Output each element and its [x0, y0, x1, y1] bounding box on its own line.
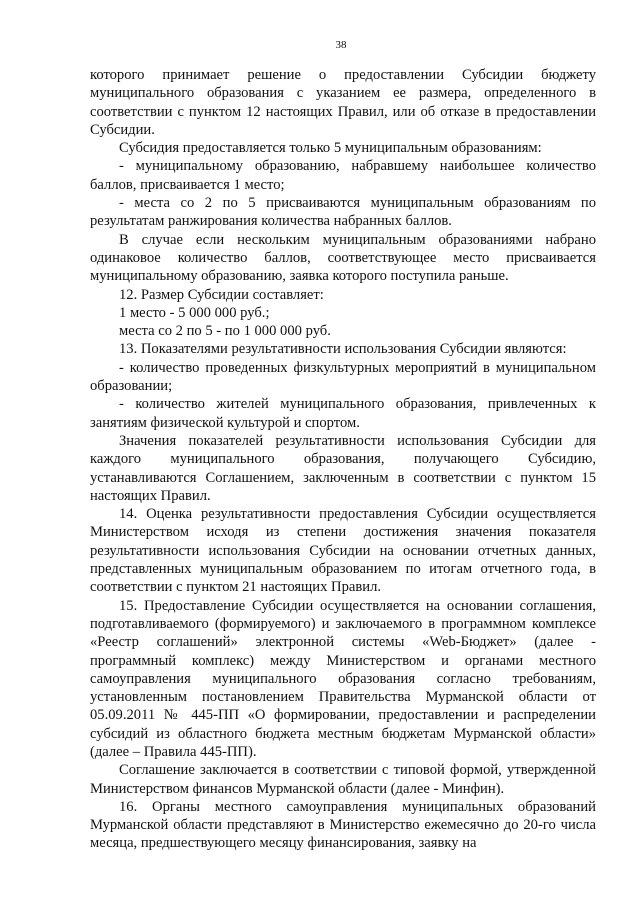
document-page — [90, 38, 596, 853]
paragraph: 1 место - 5 000 000 руб.; — [119, 304, 270, 321]
paragraph: 13. Показателями результативности использования Субсидии являются: — [119, 341, 567, 358]
paragraph: - количество проведенных физкультурных мероприятий в муниципальном образовании; — [90, 359, 596, 395]
paragraph: 15. Предоставление Субсидии осуществляется на основании соглашения, подготавливаемого (формируемого) и заключаемого в программном комплексе «Реестр соглашений» электронной системы «Web-Бюджет» (далее - программный комплекс) между Министерством и органами местного самоуправления муниципального образования согласно требованиям, установленным постановлением Правительства Мурманской области от 05.09.2011 № 445-ПП «О формировании, предоставлении и распределении субсидий из областного бюджета местным бюджетам Мурманской области» (далее – Правила 445-ПП). — [90, 597, 596, 760]
paragraph: 12. Размер Субсидии составляет: — [119, 286, 324, 303]
paragraph: - муниципальному образованию, набравшему наибольшее количество баллов, присваивается 1 место; — [90, 158, 596, 193]
paragraph: 14. Оценка результативности предоставления Субсидии осуществляется Министерством исходя из степени достижения значения показателя результативности использования Субсидии на основании отчетных данных, представленных муниципальным образованием по итогам отчетного года, в соответствии с пунктом 21 настоящих Правил. — [90, 506, 596, 596]
document-body — [90, 66, 596, 853]
paragraph: В случае если нескольким муниципальным образованиями набрано одинаковое количество баллов, соответствующее место присваивается муниципальному образованию, заявка которого поступила раньше. — [90, 231, 596, 285]
paragraph: которого принимает решение о предоставлении Субсидии бюджету муниципального образования с указанием ее размера, определенного в соответствии с пунктом 12 настоящих Правил, или об отказе в предоставлении Субсидии. — [90, 67, 596, 138]
paragraph: Соглашение заключается в соответствии с типовой формой, утвержденной Министерством финансов Мурманской области (далее - Минфин). — [90, 762, 596, 797]
paragraph: Значения показателей результативности использования Субсидии для каждого муниципального образования, получающего Субсидию, устанавливаются Соглашением, заключенным в соответствии с пунктом 15 настоящих Правил. — [90, 432, 596, 504]
paragraph: - количество жителей муниципального образования, привлеченных к занятиям физической культурой и спортом. — [90, 396, 596, 431]
page-number: 38 — [335, 39, 347, 51]
paragraph: - места со 2 по 5 присваиваются муниципальным образованиям по результатам ранжирования количества набранных баллов. — [90, 195, 596, 230]
paragraph: 16. Органы местного самоуправления муниципальных образований Мурманской области представляют в Министерство ежемесячно до 20-го числа месяца, предшествующего месяцу финансирования, заявку на — [90, 798, 596, 852]
paragraph: Субсидия предоставляется только 5 муниципальным образованиям: — [119, 140, 542, 157]
paragraph: места со 2 по 5 - по 1 000 000 руб. — [119, 323, 331, 340]
